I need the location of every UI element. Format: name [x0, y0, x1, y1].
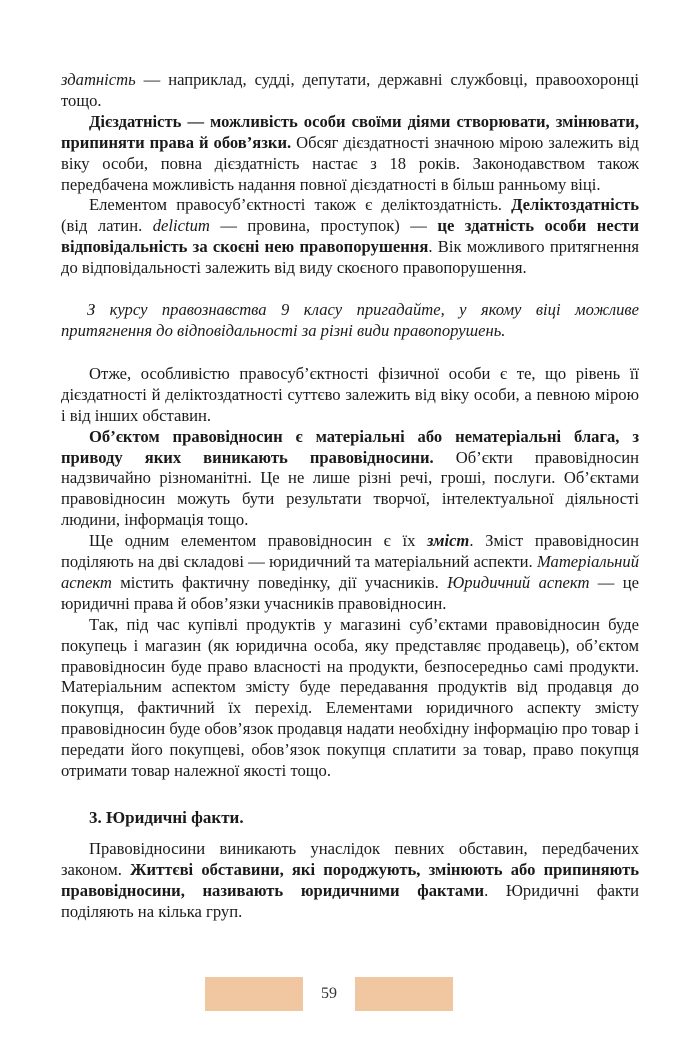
term-capacity: здатність: [61, 70, 136, 89]
paragraph-example: Так, під час купівлі продуктів у магазині суб’єктами правовідносин буде покупець і магазин (як юридична особа, яку представляє продавець), об’єктом правовідносин буде право власності на продукти, безпосередньо самі продукти. Матеріальним аспектом змісту буде передавання продуктів від продавця до покупця, фактичний їх перехід. Елементами юридичного аспекту змісту правовідносин буде обов’язок продавця надати необхідну інформацію про товар і передати його покупцеві, обов’язок покупця сплатити за товар, право покупця отримати товар належної якості тощо.: [61, 614, 639, 781]
page-footer: [0, 977, 700, 1011]
paragraph-1: здатність — наприклад, судді, депутати, державні службовці, правоохоронці тощо.: [61, 70, 639, 110]
paragraph-legal-facts: Правовідносини виникають унаслідок певних обставин, передбачених законом. Життєві обставини, які породжують, змінюють або припиняють правовідносини, називають юридичними фактами. Юридичні факти поділяють на кілька груп.: [61, 838, 639, 921]
paragraph-object: Об’єктом правовідносин є матеріальні або нематеріальні блага, з приводу яких виникають правовідносини. Об’єкти правовідносин надзвичайно різноманітні. Це не лише різні речі, гроші, послуги. Об’єктами правовідносин можуть бути результати творчої, інтелектуальної діяльності людини, інформація тощо.: [61, 426, 639, 530]
section-heading: 3. Юридичні факти.: [89, 808, 244, 827]
paragraph-delict-capacity: Елементом правосуб’єктності також є деліктоздатність. Деліктоздатність (від латин. delictum — провина, проступок) — це здатність особи нести відповідальність за скоєні нею правопорушення. Вік можливого притягнення до відповідальності залежить від виду скоєного правопорушення.: [61, 195, 640, 278]
recall-note: З курсу правознавства 9 класу пригадайте, у якому віці можливе притягнення до відповідальності за різні види правопорушень.: [61, 300, 639, 340]
paragraph-summary: Отже, особливістю правосуб’єктності фізичної особи є те, що рівень її дієздатності й деліктоздатності суттєво залежить від віку особи, а певною мірою і від інших обставин.: [61, 363, 639, 425]
footer-bar-right: [355, 977, 453, 1011]
paragraph-content: Ще одним елементом правовідносин є їх зміст. Зміст правовідносин поділяють на дві складові — юридичний та матеріальний аспекти. Матеріальний аспект містить фактичну поведінку, дії учасників. Юридичний аспект — це юридичні права й обов’язки учасників правовідносин.: [61, 531, 640, 613]
paragraph-capacity-definition: Дієздатність — можливість особи своїми діями створювати, змінювати, припиняти права й обов’язки. Обсяг дієздатності значною мірою залежить від віку особи, повна дієздатність настає з 18 років. Законодавством також передбачена можливість надання повної дієздатності в більш ранньому віці.: [61, 111, 639, 194]
definition-dieздатність: Дієздатність — можливість особи своїми діями створювати, змінювати, припиняти права й обов’язки.: [61, 111, 639, 152]
body-text: [61, 70, 639, 923]
page-number: 59: [321, 985, 337, 1002]
footer-bar-left: [205, 977, 303, 1011]
